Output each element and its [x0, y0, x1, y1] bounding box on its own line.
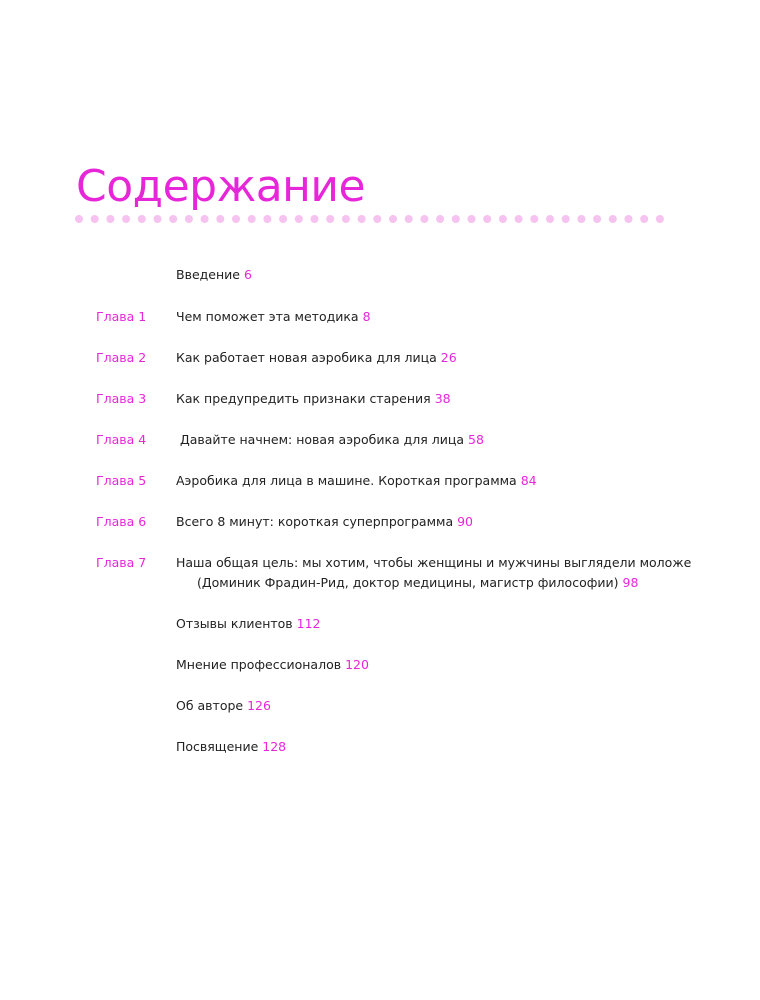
toc-page-number: 120: [345, 657, 369, 672]
toc-page-number: 98: [622, 575, 639, 590]
toc-page-number: 126: [247, 698, 271, 713]
toc-entry-text: Об авторе 126: [176, 698, 271, 713]
toc-page-number: 84: [520, 473, 537, 488]
toc-entry-text: Как предупредить признаки старения 38: [176, 391, 451, 406]
toc-entry-subtext: (Доминик Фрадин-Рид, доктор медицины, магистр философии) 98: [197, 575, 639, 590]
toc-entry-text: Наша общая цель: мы хотим, чтобы женщины и мужчины выглядели моложе: [176, 555, 692, 570]
toc-chapter-label: Глава 5: [96, 473, 147, 488]
toc-entry-text: Отзывы клиентов 112: [176, 616, 321, 631]
toc-entry-text: Посвящение 128: [176, 739, 287, 754]
toc-chapter-label: Глава 2: [96, 350, 147, 365]
toc-entry-text: Как работает новая аэробика для лица 26: [176, 350, 457, 365]
toc-page-number: 112: [296, 616, 321, 631]
toc-entry-text: Аэробика для лица в машине. Короткая программа 84: [176, 473, 537, 488]
toc-page-number: 26: [440, 350, 457, 365]
toc-chapter-label: Глава 7: [96, 555, 147, 570]
toc-entry-text: Введение 6: [176, 267, 252, 282]
toc-entry-text: Чем поможет эта методика 8: [176, 309, 371, 324]
toc-page-number: 90: [457, 514, 474, 529]
toc-chapter-label: Глава 1: [96, 309, 147, 324]
toc-entry-text: Мнение профессионалов 120: [176, 657, 369, 672]
toc-chapter-label: Глава 3: [96, 391, 147, 406]
toc-page-number: 38: [434, 391, 451, 406]
toc-page-number: 58: [468, 432, 484, 447]
page-title: Содержание: [76, 161, 366, 212]
toc-chapter-label: Глава 6: [96, 514, 147, 529]
toc-page-number: 8: [362, 309, 371, 324]
toc-page-number: 6: [243, 267, 252, 282]
toc-page-number: 128: [262, 739, 287, 754]
toc-chapter-label: Глава 4: [96, 432, 147, 447]
toc-entry-text: Всего 8 минут: короткая суперпрограмма 90: [176, 514, 474, 529]
toc-entry-text: Давайте начнем: новая аэробика для лица 58: [176, 432, 484, 447]
